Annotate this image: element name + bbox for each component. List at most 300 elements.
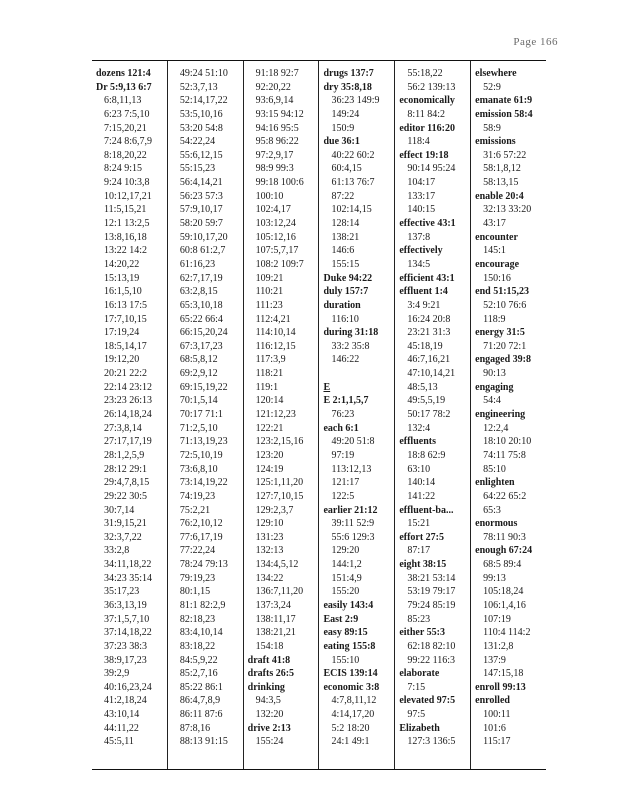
index-page-refs: 18:8 62:9: [407, 449, 446, 461]
index-page-refs: 71:2,5,10: [179, 422, 218, 434]
index-page-refs: 49:24 51:10: [179, 68, 228, 79]
index-page-refs: 133:17: [407, 190, 436, 202]
index-page-refs: 6:23 7:5,10: [104, 108, 150, 120]
index-page-refs: 34:11,18,22: [104, 559, 152, 571]
index-page-refs: 47:10,14,21: [407, 368, 456, 380]
index-term: due 36:1: [323, 136, 360, 148]
index-page-refs: 17:19,24: [104, 327, 140, 339]
index-page-refs: 4:14,17,20: [331, 709, 375, 721]
index-page-refs: 93:15 94:12: [255, 108, 304, 120]
index-page-refs: 18:5,14,17: [104, 340, 147, 352]
index-term: drive 2:13: [247, 722, 291, 734]
index-term: economically: [399, 95, 455, 107]
index-page-refs: 23:23 26:13: [104, 395, 153, 407]
index-page-refs: 65:22 66:4: [179, 313, 223, 325]
index-page-refs: 69:2,9,12: [179, 368, 218, 380]
index-term: either 55:3: [399, 627, 445, 639]
index-column-4: [318, 61, 394, 769]
index-page-refs: 117:3,9: [255, 354, 286, 366]
index-page-refs: 102:14,15: [331, 204, 372, 216]
index-page-refs: 94:16 95:5: [255, 122, 299, 134]
index-page-refs: 5:2 18:20: [331, 722, 370, 734]
index-page-refs: 62:18 82:10: [407, 640, 456, 652]
index-page-refs: 53:19 79:17: [407, 586, 456, 598]
index-page-refs: 155:10: [331, 654, 360, 666]
index-term: economic 3:8: [323, 681, 380, 693]
index-page-refs: 85:2,7,16: [179, 668, 218, 680]
index-page-refs: 76:2,10,12: [179, 518, 223, 530]
index-page-refs: 93:6,9,14: [255, 95, 294, 107]
index-term: engaged 39:8: [475, 354, 531, 366]
index-term: editor 116:20: [399, 122, 455, 134]
index-page-refs: 57:9,10,17: [179, 204, 223, 216]
index-page-refs: 70:1,5,14: [179, 395, 218, 407]
index-page-refs: 74:19,23: [179, 490, 216, 502]
index-page-refs: 72:5,10,19: [179, 449, 223, 461]
index-page-refs: 123:2,15,16: [255, 436, 304, 448]
index-page-refs: 58:9: [483, 122, 501, 134]
index-page-refs: 71:20 72:1: [483, 340, 527, 352]
index-page-refs: 116:12,15: [255, 340, 296, 352]
index-page-refs: 37:1,5,7,10: [104, 613, 150, 625]
index-page-refs: 58:1,8,12: [483, 163, 521, 175]
index-page-refs: 150:9: [331, 122, 355, 134]
index-page-refs: 129:2,3,7: [255, 504, 294, 516]
index-page-refs: 56:4,14,21: [179, 177, 223, 189]
index-page-refs: 109:21: [255, 272, 284, 284]
index-term: enormous: [475, 518, 518, 530]
index-page-refs: 28:12 29:1: [104, 463, 148, 475]
index-term: effluents: [399, 436, 436, 448]
index-page-refs: 119:1: [255, 381, 279, 393]
spacer: [323, 367, 394, 381]
index-page-refs: 9:24 10:3,8: [104, 177, 150, 189]
index-page-refs: 99:13: [483, 572, 506, 584]
index-page-refs: 19:12,20: [104, 354, 140, 366]
index-page-refs: 68:5,8,12: [179, 354, 218, 366]
index-page-refs: 107:5,7,17: [255, 245, 299, 257]
index-page-refs: 101:6: [483, 722, 506, 734]
index-page-refs: 137:8: [407, 231, 431, 243]
index-page-refs: 8:24 9:15: [104, 163, 143, 175]
index-page-refs: 69:15,19,22: [179, 381, 228, 393]
index-term: draft 41:8: [247, 654, 291, 666]
index-page-refs: 39:11 52:9: [331, 518, 375, 530]
index-term: E 2:1,1,5,7: [323, 395, 369, 407]
index-page-refs: 98:9 99:3: [255, 163, 294, 175]
index-page-refs: 7:15: [407, 681, 426, 693]
index-page-refs: 71:13,19,23: [179, 436, 228, 448]
index-page-refs: 22:14 23:12: [104, 381, 153, 393]
index-page-refs: 24:1 49:1: [331, 736, 370, 748]
index-page-refs: 105:12,16: [255, 231, 296, 243]
section-letter: E: [323, 381, 331, 393]
index-term: encounter: [475, 231, 518, 243]
index-column-2: [167, 61, 243, 769]
index-page-refs: 129:20: [331, 545, 360, 557]
index-term: each 6:1: [323, 422, 359, 434]
index-page-refs: 86:4,7,8,9: [179, 695, 221, 707]
index-page-refs: 83:18,22: [179, 640, 216, 652]
index-term: enough 67:24: [475, 545, 533, 557]
index-page-refs: 97:5: [407, 709, 426, 721]
index-page-refs: 132:13: [255, 545, 284, 557]
index-page-refs: 82:18,23: [179, 613, 216, 625]
index-page-refs: 155:15: [331, 258, 360, 270]
index-term: engineering: [475, 409, 526, 421]
index-page-refs: 87:22: [331, 190, 355, 202]
index-page-refs: 87:17: [407, 545, 431, 557]
index-term: during 31:18: [323, 327, 379, 339]
index-page-refs: 46:7,16,21: [407, 354, 451, 366]
index-page-refs: 131:2,8: [483, 640, 514, 652]
index-page-refs: 10:12,17,21: [104, 190, 152, 202]
index-page-refs: 29:4,7,8,15: [104, 477, 150, 489]
index-column-1: [92, 61, 167, 769]
index-page-refs: 79:19,23: [179, 572, 216, 584]
index-page-refs: 30:7,14: [104, 504, 135, 516]
index-page-refs: 13:8,16,18: [104, 231, 147, 243]
index-page-refs: 114:10,14: [255, 327, 296, 339]
index-page-refs: 12:1 13:2,5: [104, 218, 150, 230]
index-page-refs: 37:23 38:3: [104, 640, 148, 652]
index-term: encourage: [475, 258, 520, 270]
index-term: Elizabeth: [399, 722, 440, 734]
index-page-refs: 65:3: [483, 504, 501, 516]
index-page-refs: 63:10: [407, 463, 431, 475]
index-term: elaborate: [399, 668, 440, 680]
index-page-refs: 120:14: [255, 395, 284, 407]
index-term: elevated 97:5: [399, 695, 456, 707]
index-page-refs: 31:9,15,21: [104, 518, 147, 530]
index-page-refs: 60:8 61:2,7: [179, 245, 226, 257]
index-page-refs: 45:18,19: [407, 340, 443, 352]
index-column-5: [394, 61, 470, 769]
index-page-refs: 146:6: [331, 245, 355, 257]
index-page-refs: 122:21: [255, 422, 284, 434]
index-page-refs: 129:10: [255, 518, 284, 530]
index-column-6: [470, 61, 546, 769]
index-page-refs: 12:2,4: [483, 422, 509, 434]
index-page-refs: 140:15: [407, 204, 436, 216]
index-page-refs: 123:20: [255, 449, 284, 461]
index-page-refs: 90:13: [483, 368, 506, 380]
index-term: eight 38:15: [399, 559, 447, 571]
index-term: earlier 21:12: [323, 504, 378, 516]
index-page-refs: 118:4: [407, 136, 430, 148]
index-page-refs: 53:20 54:8: [179, 122, 223, 134]
index-term: effectively: [399, 245, 443, 257]
index-page-refs: 52:14,17,22: [179, 95, 228, 107]
index-page-refs: 52:9: [483, 81, 501, 93]
index-page-refs: 132:4: [407, 422, 431, 434]
index-page-refs: 87:8,16: [179, 722, 211, 734]
index-page-refs: 35:17,23: [104, 586, 140, 598]
index-term: easily 143:4: [323, 599, 374, 611]
index-page-refs: 34:23 35:14: [104, 572, 153, 584]
index-term: East 2:9: [323, 613, 359, 625]
index-page-refs: 131:23: [255, 531, 284, 543]
index-page-refs: 150:16: [483, 272, 511, 284]
index-term: duration: [323, 299, 361, 311]
index-page-refs: 31:6 57:22: [483, 149, 527, 161]
index-page-refs: 62:7,17,19: [179, 272, 223, 284]
index-term: emanate 61:9: [475, 95, 533, 107]
index-page-refs: 80:1,15: [179, 586, 211, 598]
index-page-refs: 136:7,11,20: [255, 586, 304, 598]
index-page-refs: 127:3 136:5: [407, 736, 456, 748]
index-page-refs: 54:22,24: [179, 136, 216, 148]
index-column-3: [243, 61, 319, 769]
index-page-refs: 90:14 95:24: [407, 163, 456, 175]
index-page-refs: 155:20: [331, 586, 360, 598]
index-page-refs: 78:24 79:13: [179, 559, 228, 571]
index-term: drafts 26:5: [247, 668, 295, 680]
index-page-refs: 55:18,22: [407, 68, 443, 79]
index-page-refs: 33:2 35:8: [331, 340, 370, 352]
index-page-refs: 118:9: [483, 313, 506, 325]
index-page-refs: 147:15,18: [483, 668, 524, 680]
index-page-refs: 4:7,8,11,12: [331, 695, 377, 707]
index-page-refs: 86:11 87:6: [179, 709, 223, 721]
index-page-refs: 17:7,10,15: [104, 313, 147, 325]
index-page-refs: 56:2 139:13: [407, 81, 456, 93]
index-page-refs: 23:21 31:3: [407, 327, 451, 339]
index-page-refs: 45:5,11: [104, 736, 134, 748]
index-term: efficient 43:1: [399, 272, 455, 284]
index-term: eating 155:8: [323, 640, 376, 652]
index-page-refs: 55:6 129:3: [331, 531, 375, 543]
index-page-refs: 122:5: [331, 490, 355, 502]
index-page-refs: 18:10 20:10: [483, 436, 532, 448]
index-term: engaging: [475, 381, 514, 393]
index-page-refs: 33:2,8: [104, 545, 130, 557]
index-page-refs: 40:22 60:2: [331, 149, 375, 161]
index-page-refs: 154:18: [255, 640, 284, 652]
index-page-refs: 106:1,4,16: [483, 599, 526, 611]
index-page-refs: 100:10: [255, 190, 284, 202]
index-page-refs: 58:13,15: [483, 177, 519, 189]
index-page-refs: 43:17: [483, 218, 506, 230]
index-page-refs: 77:22,24: [179, 545, 216, 557]
index-page-refs: 149:24: [331, 108, 360, 120]
index-page-refs: 118:21: [255, 368, 284, 380]
index-page-refs: 134:4,5,12: [255, 559, 299, 571]
index-page-refs: 43:10,14: [104, 709, 140, 721]
index-page-refs: 68:5 89:4: [483, 559, 522, 571]
index-term: effective 43:1: [399, 218, 456, 230]
index-page-refs: 14:20,22: [104, 258, 140, 270]
index-page-refs: 32:3,7,22: [104, 531, 142, 543]
index-page-refs: 50:17 78:2: [407, 409, 451, 421]
index-page-refs: 39:2,9: [104, 668, 130, 680]
index-page-refs: 140:14: [407, 477, 436, 489]
index-page-refs: 75:2,21: [179, 504, 211, 516]
index-page-refs: 15:21: [407, 518, 431, 530]
index-page-refs: 124:19: [255, 463, 284, 475]
index-page-refs: 94:3,5: [255, 695, 281, 707]
index-page-refs: 91:18 92:7: [255, 68, 299, 79]
index-page-refs: 145:1: [483, 245, 506, 257]
index-term: enrolled: [475, 695, 510, 707]
index-page-refs: 84:5,9,22: [179, 654, 218, 666]
index-page-refs: 97:2,9,17: [255, 149, 294, 161]
index-page-refs: 63:2,8,15: [179, 286, 218, 298]
index-page-refs: 121:17: [331, 477, 360, 489]
index-page-refs: 138:21,21: [255, 627, 296, 639]
index-page-refs: 26:14,18,24: [104, 409, 152, 421]
index-page-refs: 115:17: [483, 736, 511, 748]
index-page-refs: 74:11 75:8: [483, 449, 526, 461]
index-page-refs: 61:13 76:7: [331, 177, 375, 189]
index-page-refs: 67:3,17,23: [179, 340, 223, 352]
index-page-refs: 27:3,8,14: [104, 422, 142, 434]
index-page-refs: 54:4: [483, 395, 501, 407]
index-page-refs: 99:18 100:6: [255, 177, 304, 189]
index-term: duly 157:7: [323, 286, 369, 298]
index-page-refs: 134:22: [255, 572, 284, 584]
index-page-refs: 40:16,23,24: [104, 681, 152, 693]
index-page-refs: 81:1 82:2,9: [179, 599, 226, 611]
index-page-refs: 76:23: [331, 409, 355, 421]
index-page-refs: 65:3,10,18: [179, 299, 223, 311]
index-term: Duke 94:22: [323, 272, 373, 284]
index-page-refs: 52:10 76:6: [483, 299, 527, 311]
index-page-refs: 58:20 59:7: [179, 218, 223, 230]
index-page-refs: 8:18,20,22: [104, 149, 147, 161]
index-page-refs: 127:7,10,15: [255, 490, 304, 502]
index-page-refs: 112:4,21: [255, 313, 291, 325]
index-term: effluent-ba...: [399, 504, 454, 516]
index-page-refs: 121:12,23: [255, 409, 296, 421]
index-page-refs: 116:10: [331, 313, 359, 325]
index-page-refs: 97:19: [331, 449, 355, 461]
index-term: dry 35:8,18: [323, 81, 372, 93]
index-term: enroll 99:13: [475, 681, 526, 693]
index-page-refs: 85:22 86:1: [179, 681, 223, 693]
index-page-refs: 66:15,20,24: [179, 327, 228, 339]
index-page-refs: 41:2,18,24: [104, 695, 147, 707]
index-page-refs: 77:6,17,19: [179, 531, 223, 543]
index-page-refs: 103:12,24: [255, 218, 296, 230]
index-page-refs: 38:21 53:14: [407, 572, 456, 584]
index-page-refs: 128:14: [331, 218, 360, 230]
index-page-refs: 92:20,22: [255, 81, 291, 93]
index-page-refs: 100:11: [483, 709, 511, 721]
index-page-refs: 8:11 84:2: [407, 108, 445, 120]
index-page-refs: 137:3,24: [255, 599, 291, 611]
index-page-refs: 141:22: [407, 490, 436, 502]
index-page-refs: 3:4 9:21: [407, 299, 441, 311]
index-page-refs: 83:4,10,14: [179, 627, 223, 639]
index-page-refs: 70:17 71:1: [179, 409, 223, 421]
index-page-refs: 134:5: [407, 258, 431, 270]
index-page-refs: 59:10,17,20: [179, 231, 228, 243]
index-term: drinking: [247, 681, 285, 693]
index-page-refs: 144:1,2: [331, 559, 362, 571]
index-term: elsewhere: [475, 68, 517, 79]
index-page-refs: 20:21 22:2: [104, 368, 148, 380]
index-term: emission 58:4: [475, 108, 533, 120]
index-page-refs: 11:5,15,21: [104, 204, 147, 216]
index-page-refs: 44:11,22: [104, 722, 139, 734]
index-page-refs: 52:3,7,13: [179, 81, 218, 93]
index-term: Dr 5:9,13 6:7: [96, 81, 152, 93]
index-page-refs: 16:24 20:8: [407, 313, 451, 325]
index-page-refs: 78:11 90:3: [483, 531, 526, 543]
index-page-refs: 111:23: [255, 299, 283, 311]
index-page-refs: 7:24 8:6,7,9: [104, 136, 153, 148]
index-page-refs: 38:9,17,23: [104, 654, 147, 666]
page-number: Page 166: [513, 36, 558, 48]
index-page-refs: 102:4,17: [255, 204, 291, 216]
index-page-refs: 138:21: [331, 231, 360, 243]
index-page-refs: 36:3,13,19: [104, 599, 147, 611]
index-term: enable 20:4: [475, 190, 524, 202]
index-term: drugs 137:7: [323, 68, 374, 79]
word-index-table: [92, 60, 546, 770]
index-page-refs: 36:23 149:9: [331, 95, 380, 107]
index-page-refs: 79:24 85:19: [407, 599, 456, 611]
index-page-refs: 108:2 109:7: [255, 258, 304, 270]
index-page-refs: 138:11,17: [255, 613, 296, 625]
index-page-refs: 73:14,19,22: [179, 477, 228, 489]
index-page-refs: 99:22 116:3: [407, 654, 455, 666]
index-page-refs: 61:16,23: [179, 258, 216, 270]
index-term: effluent 1:4: [399, 286, 448, 298]
index-term: effect 19:18: [399, 149, 449, 161]
index-page-refs: 85:10: [483, 463, 506, 475]
index-page-refs: 56:23 57:3: [179, 190, 223, 202]
index-page-refs: 16:1,5,10: [104, 286, 142, 298]
index-page-refs: 113:12,13: [331, 463, 372, 475]
index-page-refs: 60:4,15: [331, 163, 362, 175]
index-term: end 51:15,23: [475, 286, 530, 298]
index-page-refs: 95:8 96:22: [255, 136, 299, 148]
index-page-refs: 49:20 51:8: [331, 436, 375, 448]
index-page-refs: 104:17: [407, 177, 436, 189]
index-page-refs: 27:17,17,19: [104, 436, 152, 448]
index-term: dozens 121:4: [96, 68, 151, 79]
index-term: energy 31:5: [475, 327, 525, 339]
index-page-refs: 48:5,13: [407, 381, 438, 393]
index-page-refs: 37:14,18,22: [104, 627, 152, 639]
index-page-refs: 28:1,2,5,9: [104, 449, 145, 461]
index-page-refs: 110:4 114:2: [483, 627, 531, 639]
index-page-refs: 105:18,24: [483, 586, 524, 598]
index-page-refs: 155:24: [255, 736, 284, 748]
index-page-refs: 15:13,19: [104, 272, 140, 284]
index-page-refs: 64:22 65:2: [483, 490, 527, 502]
index-page-refs: 151:4,9: [331, 572, 362, 584]
index-page-refs: 49:5,5,19: [407, 395, 446, 407]
index-page-refs: 110:21: [255, 286, 284, 298]
index-page-refs: 137:9: [483, 654, 506, 666]
index-page-refs: 146:22: [331, 354, 360, 366]
index-page-refs: 55:15,23: [179, 163, 216, 175]
index-page-refs: 55:6,12,15: [179, 149, 223, 161]
index-term: emissions: [475, 136, 516, 148]
index-page-refs: 53:5,10,16: [179, 108, 223, 120]
index-page-refs: 7:15,20,21: [104, 122, 147, 134]
index-page-refs: 107:19: [483, 613, 511, 625]
index-page-refs: 125:1,11,20: [255, 477, 304, 489]
index-page-refs: 73:6,8,10: [179, 463, 218, 475]
index-page-refs: 29:22 30:5: [104, 490, 148, 502]
index-page-refs: 6:8,11,13: [104, 95, 142, 107]
index-page-refs: 85:23: [407, 613, 431, 625]
index-page-refs: 13:22 14:2: [104, 245, 148, 257]
